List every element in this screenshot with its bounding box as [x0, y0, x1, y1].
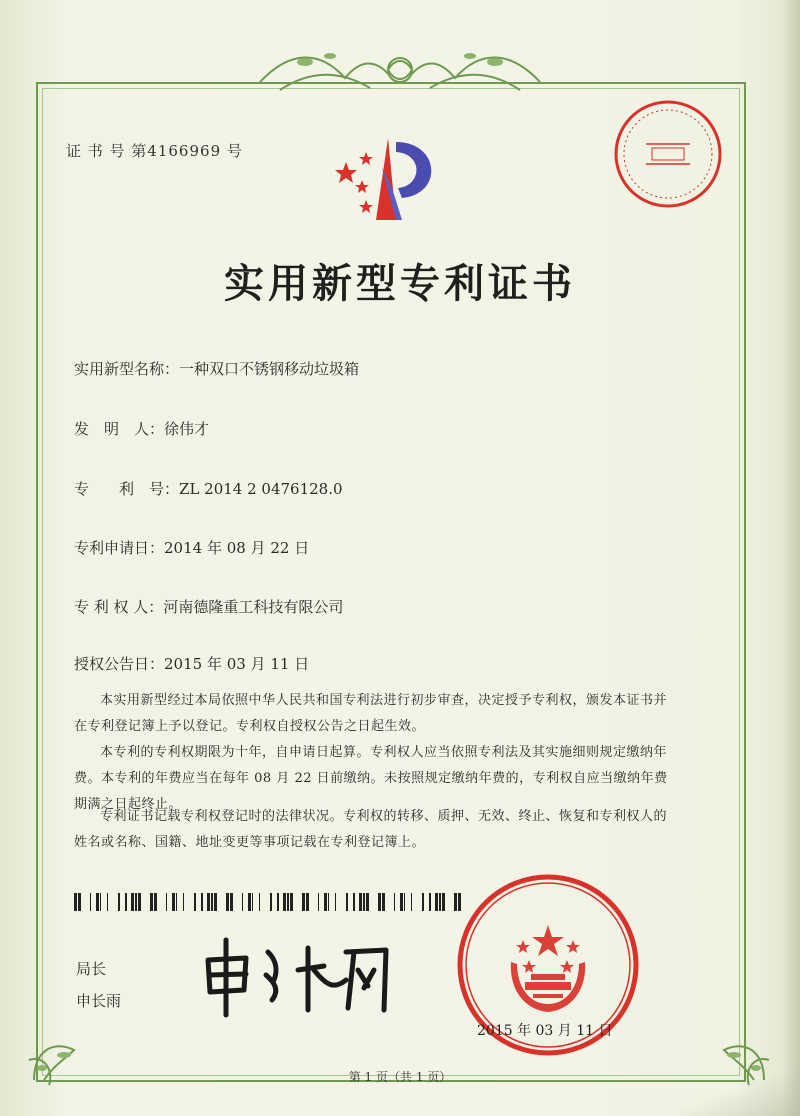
statement-paragraph-2: 本专利的专利权期限为十年，自申请日起算。专利权人应当依照专利法及其实施细则规定缴纳年费。本专利的年费应当在每年 08 月 22 日前缴纳。未按照规定缴纳年费的，专利权自应当缴纳年费期满之日起终止。: [74, 745, 668, 812]
field-inventor: [74, 418, 209, 439]
field-application-date: [74, 537, 309, 558]
certificate-title: 实用新型专利证书: [224, 261, 576, 307]
top-ornament-icon: [250, 40, 550, 100]
field-label: 授权公告日：: [74, 655, 165, 673]
field-value: 一种双口不锈钢移动垃圾箱: [179, 360, 360, 378]
field-value: ZL 2014 2 0476128.0: [179, 480, 343, 498]
director-title: 局长: [76, 960, 107, 978]
statement-paragraph-3: 专利证书记载专利权登记时的法律状况。专利权的转移、质押、无效、终止、恢复和专利权人的姓名或名称、国籍、地址变更等事项记载在专利登记簿上。: [74, 809, 668, 850]
director-signature-icon: [196, 930, 396, 1020]
page-number: 第 1 页（共 1 页）: [348, 1070, 452, 1084]
seal-date: 2015 年 03 月 11 日: [477, 1023, 613, 1039]
certificate-number: 证 书 号 第4166969 号: [66, 142, 243, 160]
field-label: 专利申请日：: [74, 539, 165, 557]
field-label: 实用新型名称：: [74, 360, 180, 378]
director-name: 申长雨: [76, 992, 122, 1010]
patent-office-logo-icon: [322, 128, 452, 228]
field-label: 专 利 权 人：: [74, 598, 164, 616]
barcode-icon: [74, 893, 464, 911]
field-value: 徐伟才: [164, 420, 210, 438]
field-value: 2014 年 08 月 22 日: [164, 539, 310, 557]
field-label: 专 利 号：: [74, 480, 180, 498]
field-label: 发 明 人：: [74, 420, 165, 438]
tax-stamp-seal-icon: [610, 96, 726, 212]
field-patent-number: [74, 478, 343, 499]
page-curl-shadow: [680, 1056, 800, 1116]
field-value: 河南德隆重工科技有限公司: [163, 598, 344, 616]
statement-paragraph-1: 本实用新型经过本局依照中华人民共和国专利法进行初步审查，决定授予专利权，颁发本证书并在专利登记簿上予以登记。专利权自授权公告之日起生效。: [74, 693, 668, 734]
field-value: 2015 年 03 月 11 日: [164, 655, 310, 673]
field-grant-date: [74, 653, 309, 674]
field-patentee: [74, 596, 343, 617]
page-edge-shadow: [782, 0, 800, 1116]
field-utility-model-name: [74, 358, 359, 379]
